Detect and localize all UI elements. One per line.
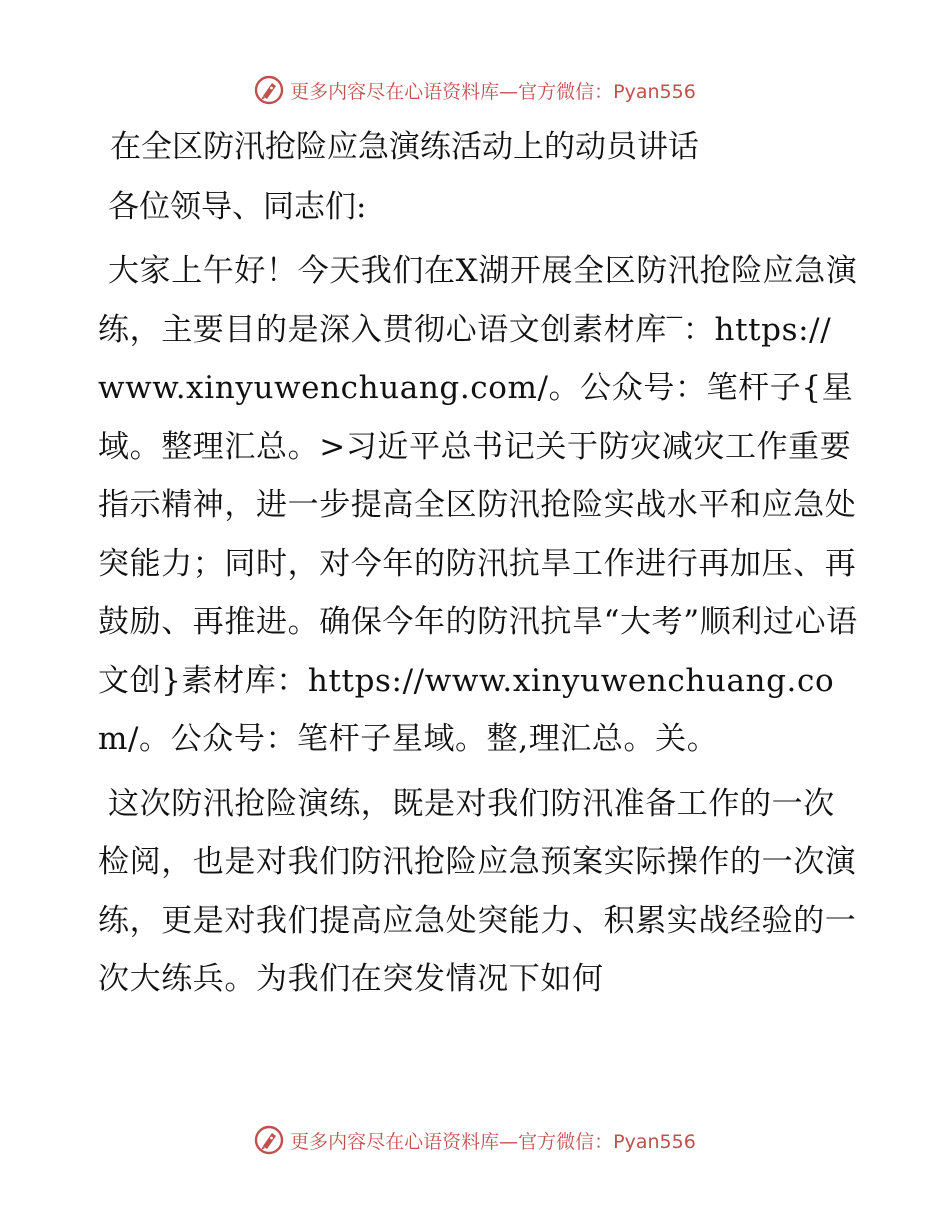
header-banner [0,70,950,110]
document-paragraph-2: 这次防汛抢险演练，既是对我们防汛准备工作的一次检阅，也是对我们防汛抢险应急预案实际操作的一次演练，更是对我们提高应急处突能力、积累实战经验的一次大练兵。为我们在突发情况下如何 [98,785,857,997]
footer-banner [0,1120,950,1160]
document-body [98,118,858,1015]
document-title: 在全区防汛抢险应急演练活动上的动员讲话 [110,129,699,165]
footer-banner-account: Pyan556 [613,1130,696,1153]
footer-banner-text: 更多内容尽在心语资料库—官方微信：Pyan556 [290,1130,696,1153]
document-paragraph-1: 大家上午好！今天我们在X湖开展全区防汛抢险应急演练，主要目的是深入贯彻心语文创素材库‾：https://www.xinyuwenchuang.com/。公众号：笔杆子{星域。整理汇总。>习近平总书记关于防灾减灾工作重要指示精神，进一步提高全区防汛抢险实战水平和应急处突能力；同时，对今年的防汛抗旱工作进行再加压、再鼓励、再推进。确保今年的防汛抗旱“大考”顺利过心语文创}素材库：https://www.xinyuwenchuang.com/。公众号：笔杆子星域。整,理汇总。关。 [98,253,858,757]
header-banner-account: Pyan556 [613,80,696,103]
header-banner-text: 更多内容尽在心语资料库—官方微信：Pyan556 [290,80,696,103]
pen-nib-logo-icon [254,1125,284,1155]
document-greeting: 各位领导、同志们: [108,189,367,225]
pen-nib-logo-icon [254,75,284,105]
